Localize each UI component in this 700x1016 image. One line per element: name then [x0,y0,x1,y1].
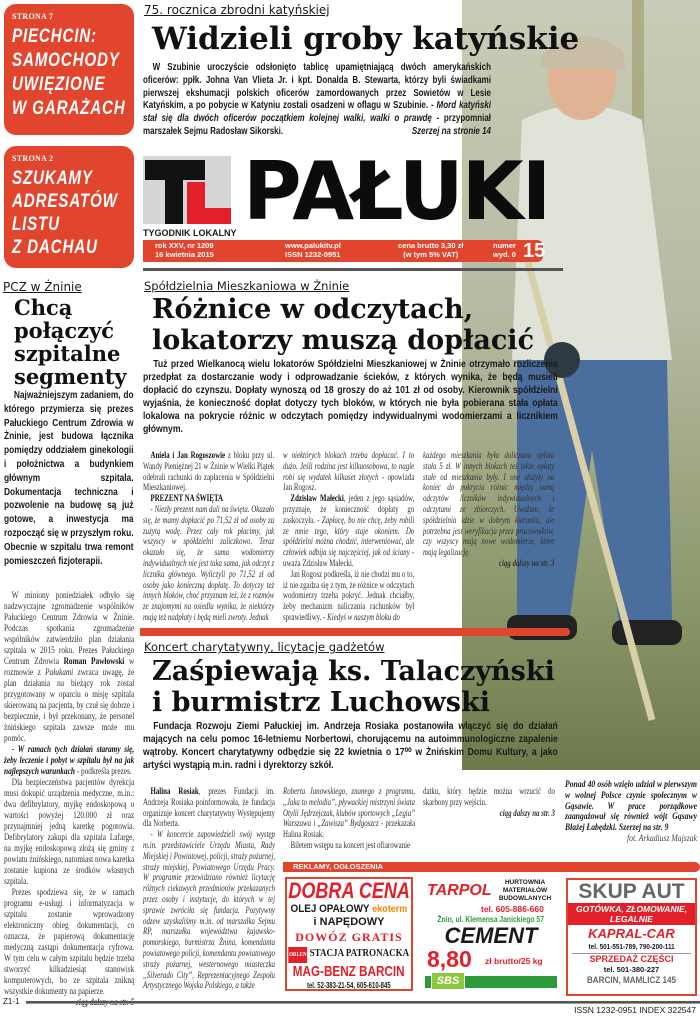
masthead-divider [143,268,563,271]
edition-label: wyd. 0 [493,249,516,259]
ad-line: ORLEN STACJA PATRONACKA [289,946,410,963]
website-link[interactable]: www.palukitv.pl [285,241,341,250]
footer-issn-index: ISSN 1232-0951 INDEX 322547 [574,1005,696,1015]
issue-number: rok XXV, nr 1209 [155,241,214,250]
pcz-lead: Najważniejszym zadaniem, do którego przymierza się prezes Pałuckiego Centrum Zdrowia w Żninie, jest budowa łącznika pomiędzy oddziałem ginekologii i położnictwa a budynkiem głównym szpitala. Dokumentacja techniczna i pozwolenie na budowę są już gotowe, a inwestycja ma rozpocząć się w przyszłym roku. Obecnie w szpitalu trwa remont pomieszczeń fizjoterapii. [4,390,134,567]
ad-line: OLEJ OPAŁOWY ekoterm [290,903,408,915]
concert-kicker: Koncert charytatywny, licytacje gadżetów [144,640,385,654]
ads-section-label: REKLAMY, OGŁOSZENIA [293,862,384,871]
coop-body-col2 [283,450,414,626]
promo-line: UWIĘZIONE [12,74,106,95]
ad-tarpol[interactable] [425,878,557,990]
paragraph: W miniony poniedziałek odbyło się nadzwyczajne zgromadzenie wspólników Pałuckiego Centrum Zdrowia w Żninie. Podczas spotkania zgromadzenie wspólników zatwierdziło plan działania szpitala w 2015 roku. Prezes Pałuckiego Centrum Zdrowia Roman Pawłowski w rozmowie z Pałukami zwraca uwagę, że plan działania na bieżący rok został przygotowany w oparciu o misję szpitala skierowaną na pacjenta, by czuł się dobrze i bezpiecznie, i był przekonany, że personel żnińskiego szpitala zawsze może mu pomóc. [4,591,135,744]
paragraph: Jan Rogosz podkreśla, iż nie chodzi mu o to, iż nie zgadza się z tym, że różnice w odczytach wodomierzy trzeba pokryć. Jednak chciałby, żeby mechanizm naliczania rachunków był sprawiedliwy. - Kiedyś w naszym bloku do [283,568,415,622]
photo-credit: fot. Arkadiusz Majszak [626,832,697,844]
ad-skup-aut[interactable] [566,878,697,996]
coop-kicker: Spółdzielnia Mieszkaniowa w Żninie [144,279,350,293]
ad-line: MAG-BENZ BARCIN [293,963,405,980]
ad-line: HURTOWNIA MATERIAŁÓW BUDOWLANYCH [498,879,552,902]
paragraph: Halina Rosiak, prezes Fundacji im. Andrzeja Rosiaka poinformowała, że fundacja organizuje koncert charytatywny Występujemy dla Norberta. [143,786,275,829]
tl-logo [143,156,233,226]
masthead-title: PAŁUKI [243,145,550,238]
masthead [143,145,563,266]
concert-body-col1 [143,786,275,998]
continued-link[interactable]: ciąg dalszy na str. 3 [499,807,555,818]
subheading: PREZENT NA ŚWIĘTA [150,493,224,504]
promo-title [12,167,126,259]
promo-line: SAMOCHODY [12,50,120,71]
ads-section-bar [283,862,700,872]
coop-body-col1 [143,450,274,626]
coop-body-col3 [423,450,554,626]
concert-headline[interactable] [152,656,555,718]
promo-line: ADRESATÓW [12,191,118,212]
ad-dobra-cena[interactable] [285,877,413,991]
paragraph: Aniela i Jan Rogoszowie z bloku przy ul. Wandy Pieniężnej 21 w Żninie w Wielki Piątek odebrali rachunki do zapłacenia w Spółdzielni Mieszkaniowej. [143,450,275,493]
headline-line: Zaśpiewają ks. Talaczyński [152,656,555,687]
ad-phone: tel. 501-551-789, 790-200-111 [588,942,675,951]
caption-text: Ponad 40 osób wzięło udział w pierwszym w wolnej Polsce czynie społecznym w Gąsawie. W prace porządkowe zaangażował się również wójt Gąsawy Błażej Łabędzki. Szerzej na str. 9 [565,779,697,834]
lead-text-end: - przypomniał marszałek Sejmu Radosław Sikorski. [143,113,491,137]
concert-lead: Fundacja Rozwoju Ziemi Pałuckiej im. Andrzeja Rosiaka postanowiła włączyć się do działań mających na celu pomoc 16-letniemu Norbertowi, chorującemu na autoimmunologiczne zapalenie wątroby. Koncert charytatywny odbędzie się 22 kwietnia o 17⁰⁰ w Żnińskim Domu Kultury, a jako artyści wystąpią m.in. radni i dyrektorzy szkół. [143,721,558,771]
ad-title: SKUP AUT [578,880,685,903]
pcz-headline[interactable]: Chcą połączyć szpitalne segmenty [14,295,127,389]
ad-phone: tel. 605-886-660 [481,904,544,914]
promo-title [12,25,126,121]
lead-text: W Szubinie uroczyście odsłonięto tablicę upamiętniającą dwóch amerykańskich oficerów: ppłk. Johna Van Vlieta Jr. i kpt. Donalda B. Stewarta, którzy byli świadkami pierwszej ekshumacji polskich oficerów zamordowanych przez Sowietów w Lesie Katyńskim, a po pobycie w Katyniu zostali osadzeni w oflagu w Szubinie. - [143,62,491,112]
paragraph: - Niezły prezent nam dali na święta. Okazało się, że mamy dopłacić po 71,52 zł od osoby za zużytą wodę. Przez cały rok płacimy, jak wszyscy w spółdzielni zaliczkowo. Teraz okazało się, że suma wodomierzy indywidualnych nie jest taka sama, jak odczyt z licznika głównego. Wyliczyli po 71,52 zł od osoby jako konieczną dopłatę. To dotyczy też innych bloków, choć przyznam też, że z rozmów ze znajomymi na osiedlu wynika, że niektórzy mają też nadpłaty i będą mieli zwroty. Jednak [143,503,275,622]
promo-box-piechcin[interactable] [4,4,134,135]
top-story-headline[interactable]: Widzieli groby katyńskie [152,21,580,57]
headline-line: lokatorzy muszą dopłacić [152,325,535,356]
coop-headline[interactable] [152,294,534,356]
paragraph: - W ramach tych działań staramy się, żeby leczenie i pobyt w szpitalu był na jak najlepszych warunkach - podkreśla prezes. [4,745,135,777]
ad-logo: TARPOL [427,882,492,899]
paragraph: datku, który będzie można wrzucić do skarbony przy wejściu. [423,786,555,807]
top-story-kicker: 75. rocznica zbrodni katyńskiej [144,3,330,17]
promo-line: W GARAŻACH [12,98,126,119]
ad-price: 8,80 [427,946,472,972]
pcz-body [4,591,134,1009]
pcz-kicker: PCZ w Żninie [3,280,82,294]
issue-info-bar [143,240,546,262]
ad-line: i NAPĘDOWY [313,916,385,928]
promo-line: PIECHCIN: [12,26,97,47]
promo-line: SZUKAMY [12,168,93,189]
footer-rule [26,1001,700,1004]
price-vat: (w tym 5% VAT) [403,249,459,259]
footer-edition: Z1-1 [3,997,20,1006]
promo-page-label: STRONA 7 [12,12,54,21]
promo-page-label: STRONA 2 [12,154,54,163]
photo-caption [565,780,697,845]
ad-unit: zł brutto/25 kg [485,956,543,966]
ad-brand-logo: SBS [431,972,465,990]
paragraph: Roberta Janowskiego, znanego z programu, „Jaka to melodia”, pływackiej mistrzyni świata Otylii Jędrzejczak, klubów sportowych „Legia” Warszawa i „Zawisza” Bydgoszcz - przekazała Halina Rosiak. [283,786,416,840]
ad-brand: KAPRAL-CAR [588,926,675,941]
ad-phone: tel. 52-383-21-54, 605-610-845 [307,981,391,990]
promo-line: LISTU [12,214,60,235]
price: cena brutto 3,30 zł [398,241,464,250]
paragraph: Biletem wstępu na koncert jest ofiarowanie [290,839,411,850]
ad-line: GOTÓWKA, ZŁOMOWANIE, LEGALNIE [568,903,695,925]
ad-title: DOBRA CENA [288,878,410,903]
concert-body-col2 [283,786,415,856]
paragraph: każdego mieszkania była doliczana opłata stała 5 zł. W innych blokach też takie opłaty stałe od mieszkania były. I one służyły na koniec do pokrycia różnic między sumą odczytów liczników indywidualnych i odczytami ze zbiorczych. Uważam, że spółdzielnia idzie w dobrym kierunku, ale potrzebna jest weryfikacja przez pracowników, czy wszyscy mają nowe wodomierze, które mają legalizację. [423,450,555,558]
ad-address: BARCIN, MAMLICZ 145 [586,975,677,985]
ad-line: DOWÓZ GRATIS [295,930,403,944]
paragraph: Dla bezpieczeństwa pacjentów dyrekcja musi dokupić urządzenia medyczne, m.in.: dwa defibrylatory, myjkę endoskopową o wartości powyżej 120.000 zł oraz przynajmniej jedną karetkę pogotowia. Defibrylatory zakupi dla szpitala Lafarge, na myjkę endoskopową złożą się gminy z powiatu żnińskiego, natomiast nowa karetka zostanie kupiona ze środków własnych szpitala. [4,778,135,887]
paragraph: Zdzisław Małecki, jeden z jego sąsiadów, przyznaje, że konieczność dopłaty go zaskoczyła. - Zapłacę, bo nie chcę, żeby robili ze mnie tego, który staje okoniem. Do spółdzielni można chodzić, interweniować, ale człowiek odbija się najczęściej, jak od ściany - uważa Zdzisław Małecki. [283,493,415,568]
ad-address: Żnin, ul. Klemensa Janickiego 57 [437,915,545,924]
masthead-subtitle: TYGODNIK LOKALNY [143,228,237,238]
ad-product: CEMENT [444,923,538,948]
headline-line: i burmistrz Luchowski [152,687,490,718]
paragraph: w niektórych blokach trzeba dopłacać. I to dużo. Jeśli rodzina jest kilkuosobowa, to nagle robi się wydatek kilkaset złotych - opowiada Jan Rogosz. [283,450,415,493]
issue-big-number: 15 [523,240,546,262]
section-divider-bar [140,628,570,636]
paragraph: Prezes spodziewa się, że w ramach programu e-usługi i informatyzacja w szpitalu zostanie wprowadzony elektroniczny obieg dokumentacji, co oznacza, że papierową dokumentację medyczną zastąpi dokumentacja cyfrowa. W tym celu w całym szpitalu będzie trzeba stworzyć kilkadziesiąt stanowisk komputerowych, bo ze szpitala znikną wszystkie dokumenty na papierze. [4,888,135,997]
issue-date: 16 kwietnia 2015 [155,249,214,259]
numer-label: numer [493,241,516,250]
continued-link[interactable]: ciąg dalszy na str. 5 [75,998,135,1008]
concert-body-col3 [423,786,555,856]
paragraph: - W koncercie zapowiedzieli swój występ m.in. przedstawiciele Urzędu Miasta, Rady Miejskiej i Powiatowej, policji, straży pożarnej, straży miejskiej, Powiatowego Urzędu Pracy. W programie przewidziano również licytację różnych ciekawych przedmiotów przekazanych przez osoby i instytucje, do których w tej sprawie zwróciła się fundacja. Pozytywny odzew uzyskaliśmy m.in. od marszałka Sejmu RP, marszałka województwa kujawsko-pomorskiego, burmistrza Żnina, komendanta powiatowego policji, komendanta powiatowego straży pożarnej, westernowego miasteczka „Silverado City”, Reprezentacyjnego Zespołu Artystycznego Wojska Polskiego, a także [143,829,275,991]
ad-line: SPRZEDAŻ CZĘŚCI [572,953,691,965]
coop-lead: Tuż przed Wielkanocą wielu lokatorów Spółdzielni Mieszkaniowej w Żninie otrzymało rozliczenia przedpłat za dostarczanie wody i odprowadzanie ścieków, z których wynika, że będą musieli dopłacić do czynszu. Dopłaty wynoszą od 18 groszy do aż 101 zł od osoby. Kierownik spółdzielni wyjaśnia, że konieczność dopłat dotyczy tych bloków, w których nie była pobierana stała opłata lokalowa na pokrycie różnic w odczytach pomiędzy indywidualnymi wodomierzami a licznikiem głównym. [143,359,558,435]
promo-box-dachau[interactable] [4,146,134,268]
continued-link[interactable]: Szerzej na stronie 14 [411,125,491,137]
headline-line: Różnice w odczytach, [152,294,474,325]
lead-quote: Mord katyński stał się dla dwóch oficerów początkiem kolejnej walki, walki o prawdę [143,100,492,125]
promo-line: Z DACHAU [12,237,98,258]
issn: ISSN 1232-0951 [285,249,341,259]
ad-phone: tel. 501-380-227 [603,965,660,974]
continued-link[interactable]: ciąg dalszy na str. 3 [498,557,555,568]
top-story-lead [143,62,491,139]
